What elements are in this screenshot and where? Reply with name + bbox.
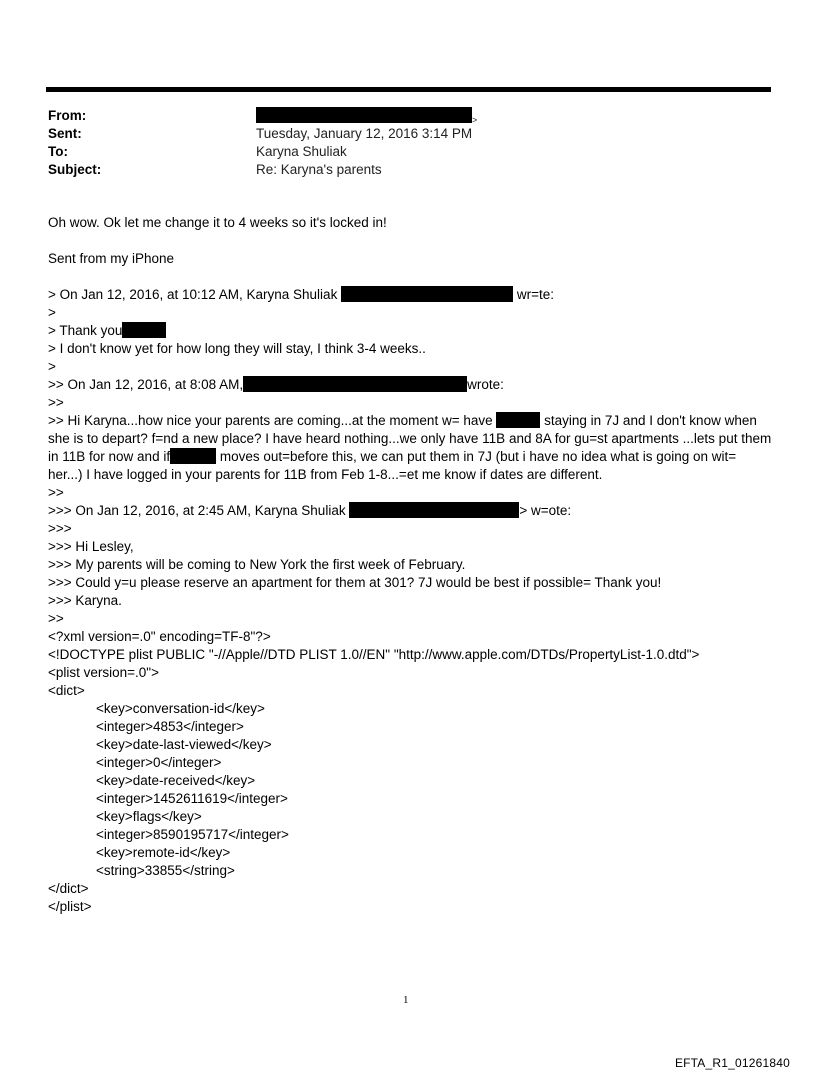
xml-line: <key>date-last-viewed</key> bbox=[96, 737, 272, 752]
from-label: From: bbox=[48, 108, 87, 123]
quote-text: >> Hi Karyna...how nice your parents are coming...at the moment w= have bbox=[48, 413, 493, 428]
quote-line: >>> My parents will be coming to New York the first week of February. bbox=[48, 557, 466, 572]
quote-line: >>> Karyna. bbox=[48, 593, 122, 608]
to-label: To: bbox=[48, 144, 68, 159]
xml-line: </plist> bbox=[48, 899, 92, 914]
xml-line: <string>33855</string> bbox=[96, 863, 235, 878]
xml-line: <dict> bbox=[48, 683, 85, 698]
redaction-box bbox=[256, 107, 472, 123]
quote-line: >> bbox=[48, 485, 64, 500]
quote-text: wrote: bbox=[467, 377, 504, 392]
quote-line: >>> Could y=u please reserve an apartment for them at 301? 7J would be best if possible= Thank you! bbox=[48, 575, 662, 590]
quote-line: she is to depart? f=nd a new place? I have heard nothing...we only have 11B and 8A for gu=st apartments ...lets put them bbox=[48, 431, 772, 446]
redaction-box bbox=[243, 376, 467, 392]
subject-label: Subject: bbox=[48, 162, 102, 177]
xml-line: <integer>8590195717</integer> bbox=[96, 827, 289, 842]
quote-text: in 11B for now and if bbox=[48, 449, 171, 464]
xml-line: <key>remote-id</key> bbox=[96, 845, 231, 860]
redaction-box bbox=[349, 502, 519, 518]
xml-line: <integer>4853</integer> bbox=[96, 719, 244, 734]
quote-line: >> bbox=[48, 611, 64, 626]
xml-line: <integer>0</integer> bbox=[96, 755, 222, 770]
quote-line: > bbox=[48, 359, 56, 374]
quote-line bbox=[48, 448, 778, 466]
header-rule bbox=[46, 87, 771, 92]
quote-text: moves out=before this, we can put them in 7J (but i have no idea what is going on wit= bbox=[219, 449, 737, 464]
quote-text: > Thank you bbox=[48, 323, 123, 338]
quote-line: >> bbox=[48, 395, 64, 410]
document-id: EFTA_R1_01261840 bbox=[674, 1056, 790, 1070]
quote-line: >>> bbox=[48, 521, 72, 536]
redaction-box bbox=[496, 412, 540, 428]
quote-text: >>> On Jan 12, 2016, at 2:45 AM, Karyna Shuliak bbox=[48, 503, 346, 518]
quote-text: > w=ote: bbox=[519, 503, 572, 518]
from-tail: > bbox=[472, 115, 478, 125]
body-line: Oh wow. Ok let me change it to 4 weeks so it's locked in! bbox=[48, 215, 387, 230]
quote-line bbox=[48, 376, 778, 394]
quote-text: staying in 7J and I don't know when bbox=[544, 413, 757, 428]
quote-text: > On Jan 12, 2016, at 10:12 AM, Karyna Shuliak bbox=[48, 287, 338, 302]
quote-line bbox=[48, 412, 778, 430]
xml-line: <integer>1452611619</integer> bbox=[96, 791, 288, 806]
body-line: Sent from my iPhone bbox=[48, 251, 175, 266]
sent-value: Tuesday, January 12, 2016 3:14 PM bbox=[256, 126, 473, 141]
xml-line: <key>conversation-id</key> bbox=[96, 701, 265, 716]
quote-text: wr=te: bbox=[516, 287, 554, 302]
xml-line: <?xml version=.0" encoding=TF-8"?> bbox=[48, 629, 271, 644]
quote-line: >>> Hi Lesley, bbox=[48, 539, 134, 554]
subject-value: Re: Karyna's parents bbox=[256, 162, 382, 177]
quote-line bbox=[48, 286, 778, 304]
page-number: 1 bbox=[403, 994, 409, 1006]
xml-line: <!DOCTYPE plist PUBLIC "-//Apple//DTD PLIST 1.0//EN" "http://www.apple.com/DTDs/PropertyList-1.0.dtd"> bbox=[48, 647, 700, 662]
quote-line: her...) I have logged in your parents for 11B from Feb 1-8...=et me know if dates are different. bbox=[48, 467, 603, 482]
quote-line: > bbox=[48, 305, 56, 320]
redaction-box bbox=[341, 286, 513, 302]
xml-line: </dict> bbox=[48, 881, 89, 896]
redaction-box bbox=[122, 322, 166, 338]
quote-text: >> On Jan 12, 2016, at 8:08 AM, bbox=[48, 377, 244, 392]
redaction-box bbox=[170, 448, 216, 464]
quote-line bbox=[48, 502, 778, 520]
quote-line: > I don't know yet for how long they will stay, I think 3-4 weeks.. bbox=[48, 341, 426, 356]
quote-line bbox=[48, 322, 778, 340]
xml-line: <plist version=.0"> bbox=[48, 665, 159, 680]
to-value: Karyna Shuliak bbox=[256, 144, 347, 159]
xml-line: <key>date-received</key> bbox=[96, 773, 256, 788]
sent-label: Sent: bbox=[48, 126, 82, 141]
email-body bbox=[48, 214, 778, 916]
xml-line: <key>flags</key> bbox=[96, 809, 202, 824]
